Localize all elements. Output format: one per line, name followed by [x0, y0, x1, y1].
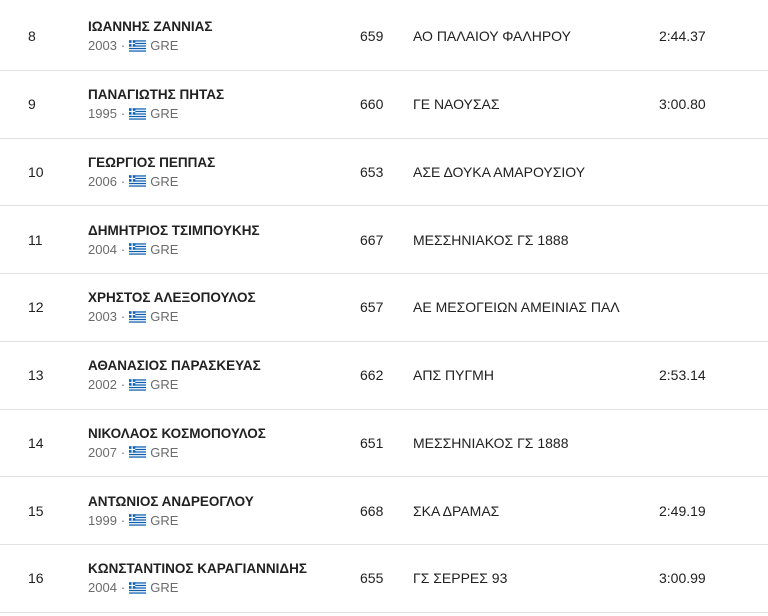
- birth-year: 2007: [88, 444, 117, 460]
- result-row[interactable]: [0, 3, 768, 71]
- country-code: GRE: [150, 377, 179, 393]
- bib-number: 667: [360, 231, 384, 248]
- result-time: 2:53.14: [659, 367, 706, 384]
- bib-number: 662: [360, 367, 384, 384]
- meta-separator: ·: [120, 580, 126, 596]
- meta-separator: ·: [120, 444, 126, 460]
- result-row[interactable]: [0, 545, 768, 613]
- meta-separator: ·: [120, 377, 126, 393]
- bib-number: 660: [360, 96, 384, 113]
- athlete-meta: [88, 173, 215, 190]
- athlete-meta: [88, 241, 260, 258]
- meta-separator: ·: [120, 512, 126, 528]
- club-name: ΜΕΣΣΗΝΙΑΚΟΣ ΓΣ 1888: [413, 231, 569, 248]
- result-row[interactable]: [0, 274, 768, 342]
- birth-year: 2004: [88, 580, 117, 596]
- country-code: GRE: [150, 241, 179, 257]
- greece-flag-icon: [129, 379, 146, 391]
- country-code: GRE: [150, 309, 179, 325]
- country-code: GRE: [150, 512, 179, 528]
- athlete-meta: [88, 37, 213, 54]
- athlete-name[interactable]: ΙΩΑΝΝΗΣ ΖΑΝΝΙΑΣ: [88, 19, 213, 35]
- athlete-info: [88, 222, 260, 258]
- meta-separator: ·: [120, 309, 126, 325]
- country-code: GRE: [150, 444, 179, 460]
- country-code: GRE: [150, 173, 179, 189]
- club-name: ΓΕ ΝΑΟΥΣΑΣ: [413, 96, 500, 113]
- bib-number: 668: [360, 502, 384, 519]
- club-name: ΓΣ ΣΕΡΡΕΣ 93: [413, 570, 508, 587]
- birth-year: 1999: [88, 512, 117, 528]
- club-name: ΑΕ ΜΕΣΟΓΕΙΩΝ ΑΜΕΙΝΙΑΣ ΠΑΛ: [413, 299, 620, 316]
- result-time: 3:00.80: [659, 96, 706, 113]
- rank: 16: [28, 570, 44, 587]
- country-code: GRE: [150, 580, 179, 596]
- meta-separator: ·: [120, 106, 126, 122]
- rank: 11: [28, 231, 43, 248]
- result-row[interactable]: [0, 342, 768, 410]
- greece-flag-icon: [129, 582, 146, 594]
- birth-year: 2003: [88, 309, 117, 325]
- result-row[interactable]: [0, 410, 768, 478]
- athlete-name[interactable]: ΠΑΝΑΓΙΩΤΗΣ ΠΗΤΑΣ: [88, 87, 225, 103]
- bib-number: 653: [360, 163, 384, 180]
- athlete-name[interactable]: ΔΗΜΗΤΡΙΟΣ ΤΣΙΜΠΟΥΚΗΣ: [88, 222, 260, 238]
- greece-flag-icon: [129, 514, 146, 526]
- athlete-meta: [88, 444, 266, 461]
- club-name: ΣΚΑ ΔΡΑΜΑΣ: [413, 502, 500, 519]
- meta-separator: ·: [120, 241, 126, 257]
- result-row[interactable]: [0, 477, 768, 545]
- bib-number: 657: [360, 299, 384, 316]
- birth-year: 2002: [88, 377, 117, 393]
- bib-number: 651: [360, 434, 384, 451]
- athlete-info: [88, 425, 266, 461]
- athlete-info: [88, 154, 215, 190]
- greece-flag-icon: [129, 175, 146, 187]
- rank: 15: [28, 502, 44, 519]
- country-code: GRE: [150, 38, 179, 54]
- result-row[interactable]: [0, 139, 768, 207]
- athlete-meta: [88, 512, 254, 529]
- rank: 12: [28, 299, 44, 316]
- results-list: [0, 3, 768, 613]
- result-time: 3:00.99: [659, 570, 706, 587]
- greece-flag-icon: [129, 446, 146, 458]
- athlete-info: [88, 560, 307, 596]
- athlete-meta: [88, 376, 261, 393]
- rank: 14: [28, 434, 44, 451]
- birth-year: 2004: [88, 241, 117, 257]
- result-time: 2:44.37: [659, 28, 706, 45]
- birth-year: 2003: [88, 38, 117, 54]
- meta-separator: ·: [120, 173, 126, 189]
- club-name: ΑΟ ΠΑΛΑΙΟΥ ΦΑΛΗΡΟΥ: [413, 28, 571, 45]
- athlete-info: [88, 357, 261, 393]
- athlete-meta: [88, 579, 307, 596]
- club-name: ΑΣΕ ΔΟΥΚΑ ΑΜΑΡΟΥΣΙΟΥ: [413, 163, 586, 180]
- club-name: ΑΠΣ ΠΥΓΜΗ: [413, 367, 494, 384]
- athlete-name[interactable]: ΚΩΝΣΤΑΝΤΙΝΟΣ ΚΑΡΑΓΙΑΝΝΙΔΗΣ: [88, 561, 307, 577]
- athlete-name[interactable]: ΑΝΤΩΝΙΟΣ ΑΝΔΡΕΟΓΛΟΥ: [88, 493, 254, 509]
- greece-flag-icon: [129, 311, 146, 323]
- bib-number: 659: [360, 28, 384, 45]
- result-row[interactable]: [0, 71, 768, 139]
- athlete-name[interactable]: ΧΡΗΣΤΟΣ ΑΛΕΞΟΠΟΥΛΟΣ: [88, 290, 256, 306]
- meta-separator: ·: [120, 38, 126, 54]
- result-row[interactable]: [0, 206, 768, 274]
- rank: 8: [28, 28, 36, 45]
- athlete-name[interactable]: ΝΙΚΟΛΑΟΣ ΚΟΣΜΟΠΟΥΛΟΣ: [88, 425, 266, 441]
- athlete-name[interactable]: ΑΘΑΝΑΣΙΟΣ ΠΑΡΑΣΚΕΥΑΣ: [88, 358, 261, 374]
- athlete-info: [88, 289, 256, 325]
- athlete-meta: [88, 105, 224, 122]
- birth-year: 1995: [88, 106, 117, 122]
- rank: 13: [28, 367, 44, 384]
- club-name: ΜΕΣΣΗΝΙΑΚΟΣ ΓΣ 1888: [413, 434, 569, 451]
- athlete-name[interactable]: ΓΕΩΡΓΙΟΣ ΠΕΠΠΑΣ: [88, 154, 216, 170]
- greece-flag-icon: [129, 243, 146, 255]
- result-time: 2:49.19: [659, 502, 706, 519]
- rank: 9: [28, 96, 36, 113]
- rank: 10: [28, 163, 44, 180]
- athlete-info: [88, 86, 224, 122]
- athlete-info: [88, 493, 254, 529]
- bib-number: 655: [360, 570, 384, 587]
- greece-flag-icon: [129, 40, 146, 52]
- athlete-meta: [88, 308, 256, 325]
- birth-year: 2006: [88, 173, 117, 189]
- greece-flag-icon: [129, 108, 146, 120]
- country-code: GRE: [150, 106, 179, 122]
- athlete-info: [88, 18, 213, 54]
